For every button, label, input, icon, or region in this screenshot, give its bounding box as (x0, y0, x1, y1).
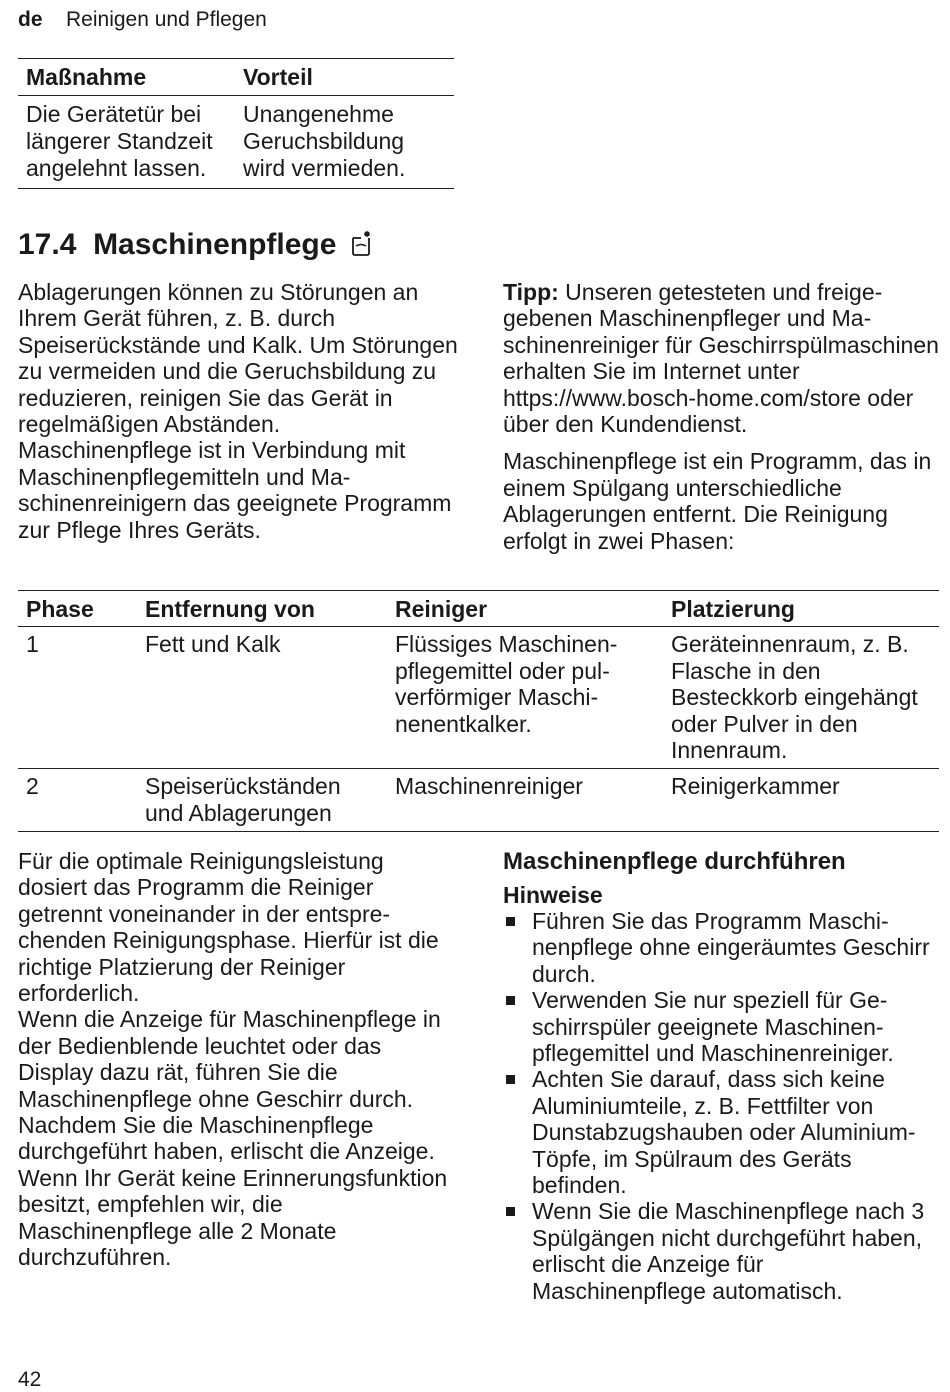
table-row (18, 769, 939, 832)
procedure-section (503, 847, 943, 1304)
tip-paragraph (503, 279, 943, 437)
machine-care-icon (345, 228, 373, 261)
table-cell: Fett und Kalk (137, 627, 387, 769)
intro-left (18, 279, 458, 543)
table-cell: Flüssiges Maschinenpflegemittel oder pulverförmiger Maschinenentkalker. (387, 627, 663, 769)
column-header: Reiniger (387, 591, 663, 627)
table-cell: 2 (18, 769, 137, 832)
table-cell: Speiserückständen und Ablagerungen (137, 769, 387, 832)
list-item: Achten Sie darauf, dass sich keine Aluminiumteile, z. B. Fettfilter von Dunstabzugshauben oder Aluminium-Töpfe, im Spülraum des Geräts befinden. (503, 1066, 943, 1198)
section-heading (18, 228, 373, 262)
table-cell: Die Gerätetür bei längerer Standzeit angelehnt lassen. (18, 96, 235, 189)
page-number: 42 (18, 1368, 42, 1391)
paragraph: Wenn die Anzeige für Maschinenpflege in der Bedienblende leuchtet oder das Display dazu rät, führen Sie die Maschinenpflege ohne Geschirr durch. Nachdem Sie die Maschinenpflege durchgeführt haben, erlischt die Anzeige. Wenn Ihr Gerät keine Erinnerungsfunktion besitzt, empfehlen wir, die Maschinenpflege alle 2 Monate durchzuführen. (18, 1006, 448, 1271)
body-left (18, 848, 458, 1271)
list-item: Wenn Sie die Maschinenpflege nach 3 Spülgängen nicht durchgeführt haben, erlischt die Anzeige für Maschinenpflege automatisch. (503, 1198, 943, 1304)
phases-table (18, 590, 939, 832)
table-cell: 1 (18, 627, 137, 769)
paragraph: Maschinenpflege ist in Verbindung mit Maschinenpflegemitteln und Maschinenreinigern das geeignete Programm zur Pflege Ihres Geräts. (18, 437, 452, 543)
table-cell: Maschinenreiniger (387, 769, 663, 832)
table-row (18, 96, 454, 189)
column-header: Entfernung von (137, 591, 387, 627)
measures-table (18, 58, 454, 189)
table-row (18, 627, 939, 769)
intro-right (503, 279, 943, 554)
list-item: Führen Sie das Programm Maschinenpflege ohne eingeräumtes Geschirr durch. (503, 908, 943, 987)
notes-list (503, 908, 943, 1304)
tip-label: Tipp: (503, 279, 559, 305)
paragraph: Maschinenpflege ist ein Programm, das in einem Spülgang unterschiedliche Ablagerungen entfernt. Die Reinigung erfolgt in zwei Phasen: (503, 448, 932, 554)
section-title: Maschinenpflege (93, 228, 337, 261)
language-code: de (18, 8, 43, 31)
running-header: Reinigen und Pflegen (66, 8, 267, 31)
list-item: Verwenden Sie nur speziell für Geschirrspüler geeignete Maschinenpflegemittel und Maschinenreiniger. (503, 987, 943, 1066)
tip-text: Unseren getesteten und freigegebenen Maschinenpfleger und Maschinenreiniger für Geschirrspülmaschinen erhalten Sie im Internet unter https://www.bosch-home.com/store oder über den Kundendienst. (503, 279, 939, 438)
table-cell: Geräteinnenraum, z. B. Flasche in den Besteckkorb eingehängt oder Pulver in den Innenraum. (663, 627, 939, 769)
section-number: 17.4 (18, 228, 77, 261)
column-header: Vorteil (235, 59, 454, 96)
column-header: Phase (18, 591, 137, 627)
table-header-row (18, 591, 939, 627)
paragraph: Ablagerungen können zu Störungen an Ihrem Gerät führen, z. B. durch Speiserückstände und Kalk. Um Störungen zu vermeiden und die Geruchsbildung zu reduzieren, reinigen Sie das Gerät in regelmäßigen Abständen. (18, 279, 458, 438)
paragraph: Für die optimale Reinigungsleistung dosiert das Programm die Reiniger getrennt voneinander in der entsprechenden Reinigungsphase. Hierfür ist die richtige Platzierung der Reiniger erforderlich. (18, 848, 439, 1007)
table-cell: Reinigerkammer (663, 769, 939, 832)
procedure-heading: Maschinenpflege durchführen (503, 848, 846, 875)
table-header-row (18, 59, 454, 96)
column-header: Maßnahme (18, 59, 235, 96)
table-cell: Unangenehme Geruchsbildung wird vermieden. (235, 96, 454, 189)
notes-heading: Hinweise (503, 882, 603, 908)
column-header: Platzierung (663, 591, 939, 627)
